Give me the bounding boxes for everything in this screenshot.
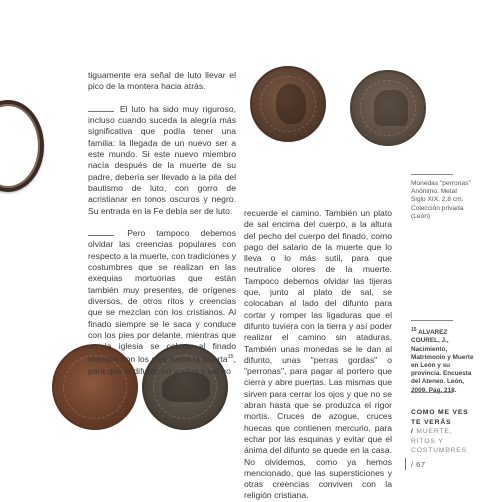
text-column-left <box>88 70 236 377</box>
coin-photo-seated-figure <box>350 70 426 146</box>
divider <box>411 320 453 321</box>
page-number-bar <box>405 458 406 470</box>
text-column-right <box>244 208 392 502</box>
page-number: / 67 <box>411 460 426 469</box>
divider <box>411 392 453 393</box>
footnote: $^{15}$ ALVAREZ COUREL, J., Nacimiento, Matrimonio y Muerte en León y su provincia. Encuesta del Ateneo. León, 2009. Pág. 218. <box>411 327 474 394</box>
ring-photo <box>0 100 44 192</box>
divider <box>411 174 453 175</box>
paragraph: Pero tampoco debemos olvidar las creencias populares con respecto a la muerte, con tradiciones y costumbres que se realizan en las exequias mortuorias que están también muy presentes, de orígenes diversos, de otros ritos y creencias que se mezclan con los cristianos. Al finado siempre se le saca y conduce con los pies por delante, mientras que en la iglesia se coloca al finado siempre con los pies hacia la puerta$^{15}$, para que el difunto no vuelva y así no <box>88 228 237 376</box>
footnote-ref: 15 <box>227 354 234 361</box>
paragraph: El luto ha sido muy riguroso, incluso cuando suceda la alegría más significativa que podía tener una familia: la llegada de un nuevo ser a este mundo. Si este nuevo miembro nacía después de la muerte de su padre, debería ser llevado a la pila del bautismo de luto, con gorro de acristianar en tonos oscuros y negro. Su entrada en la Fe debía ser de luto. <box>88 103 236 216</box>
coin-photo-portrait <box>250 66 326 142</box>
paragraph: tiguamente era señal de luto llevar el pico de la montera hacia atrás. <box>88 70 236 92</box>
section-label: COMO ME VES TE VERÁS / MUERTE, RITOS Y COSTUMBRES <box>411 409 469 455</box>
image-caption: Monedas "perronas" Anónimo. Metal Siglo XIX. 2,8 cm. Colección privada (León) <box>411 180 471 220</box>
paragraph: recuerde el camino. También un plato de sal encima del cuerpo, a la altura del pecho del cuerpo del finado, como pago del salario de la muerte que lo lleva o lo más sutil, para que neutralice olores de la muerte. Tampoco debemos olvidar las tijeras que, junto al plato de sal, se colocaban al lado del difunto para cortar y romper las ligaduras que el difunto tuviera con la tierra y así poder realizar el camino sin ataduras. También unas monedas se le dan al difunto, unas "perras gordas" o "perronas", para pagar al portero que cierra y abre puertas. Las mismas que sirven para cerrar los ojos y que no se abran hasta que se produzca el rigor mortis. Cruces de azogue, cruces huecas que contienen mercurio, para echar por las esquinas y evitar que el ánima del difunto se quede en la casa. No olvidemos, como ya hemos mencionado, que las supersticiones y otras creencias conviven con la religión cristiana. <box>244 208 392 501</box>
